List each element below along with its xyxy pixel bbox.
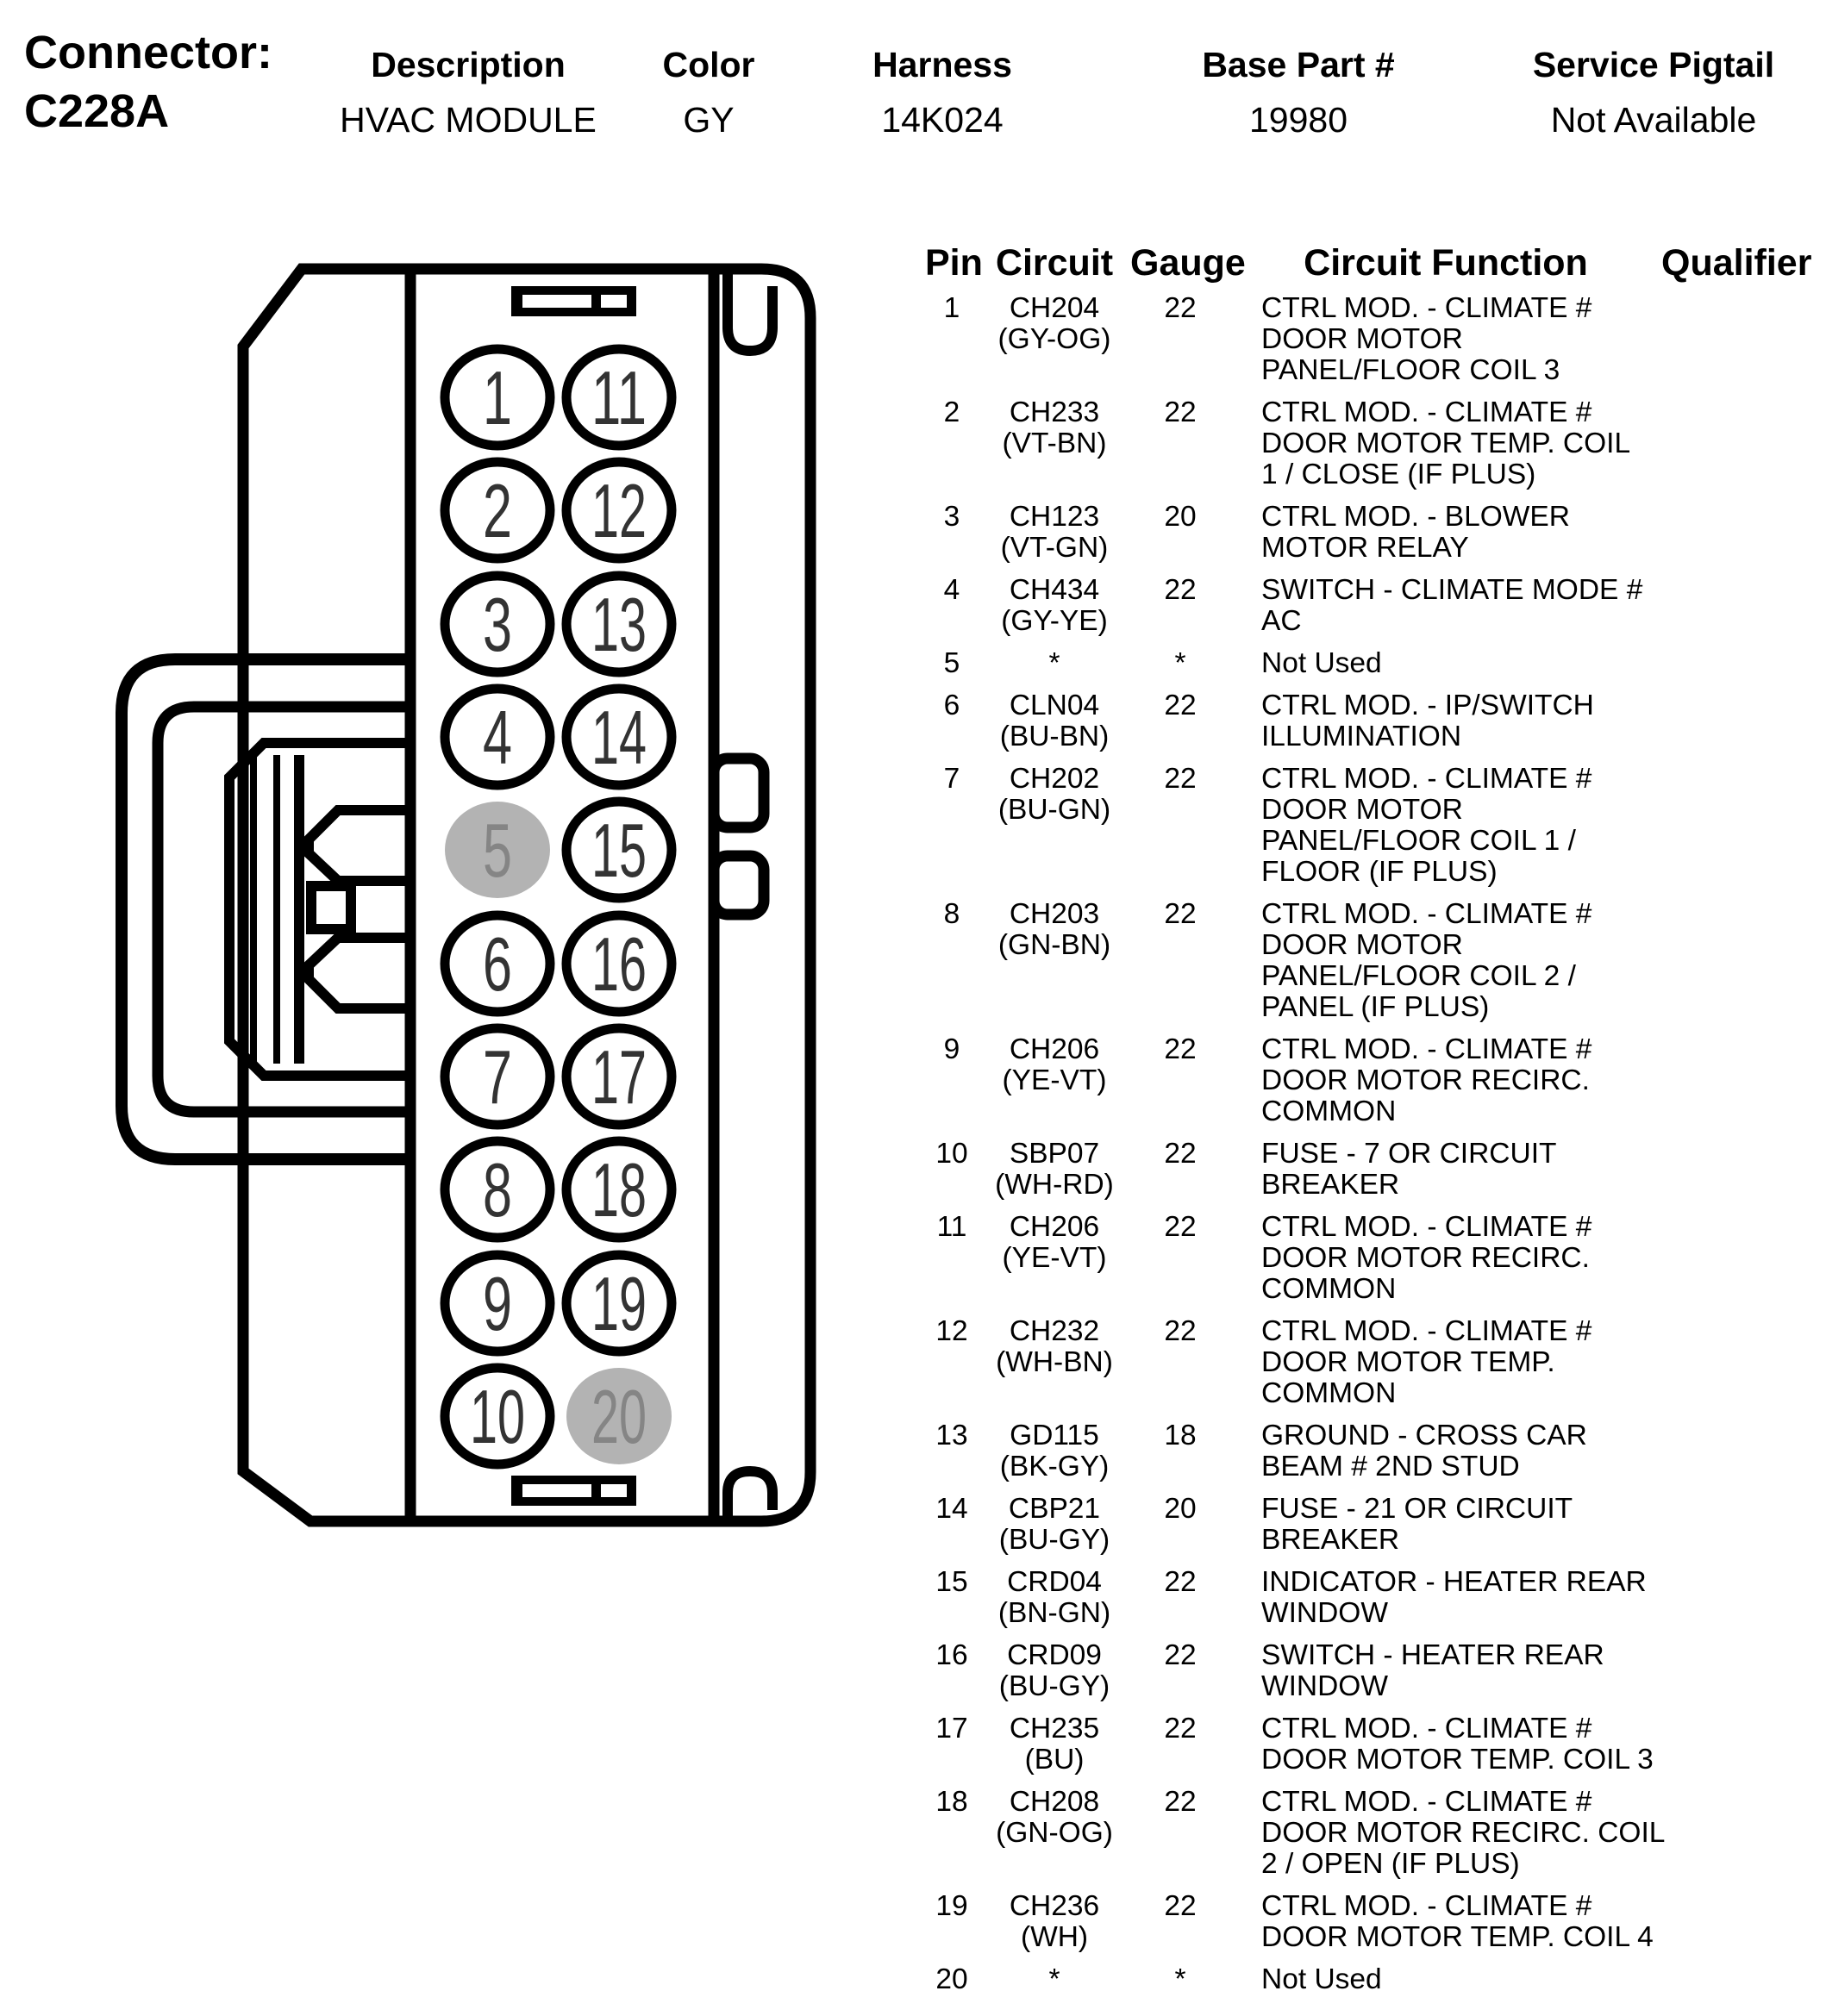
cell-pin: 15	[935, 1566, 968, 1598]
cell-circuit	[979, 1212, 1130, 1305]
function-line: PANEL/FLOOR COIL 3	[1261, 354, 1560, 386]
function-line: CTRL MOD. - CLIMATE #	[1261, 1713, 1592, 1744]
table-row	[925, 1640, 1796, 1702]
function-line: AC	[1261, 605, 1302, 637]
function-line: DOOR MOTOR RECIRC. COIL	[1261, 1817, 1666, 1849]
pin-number-13: 13	[591, 582, 647, 667]
circuit-code: CH236	[1009, 1890, 1100, 1922]
pin-number-3: 3	[483, 582, 512, 667]
cell-circuit-function	[1230, 1212, 1661, 1305]
cell-circuit-function	[1230, 899, 1661, 1023]
cell-circuit	[979, 397, 1130, 490]
cell-circuit	[979, 1713, 1130, 1776]
connector-label: Connector:	[24, 27, 272, 78]
cell-gauge: 22	[1164, 1138, 1197, 1170]
function-line: 2 / OPEN (IF PLUS)	[1261, 1848, 1520, 1880]
pin-number-4: 4	[483, 695, 512, 780]
cell-pin: 8	[943, 898, 960, 930]
cell-circuit	[979, 648, 1130, 679]
function-line: WINDOW	[1261, 1670, 1388, 1702]
pin-number-18: 18	[591, 1147, 647, 1233]
circuit-code: CH235	[1009, 1713, 1100, 1744]
circuit-code: *	[1048, 1963, 1060, 1995]
function-line: 1 / CLOSE (IF PLUS)	[1261, 459, 1536, 490]
function-line: SWITCH - CLIMATE MODE #	[1261, 574, 1643, 606]
circuit-code: CLN04	[1009, 690, 1100, 721]
function-line: FUSE - 21 OR CIRCUIT	[1261, 1493, 1573, 1525]
pin-number-1: 1	[483, 355, 512, 440]
cell-circuit-function	[1230, 764, 1661, 888]
cell-pin: 12	[935, 1315, 968, 1347]
circuit-wire-color: (BN-GN)	[997, 1597, 1111, 1629]
connector-id: C228A	[24, 85, 170, 137]
cell-circuit-function	[1230, 648, 1661, 679]
circuit-code: CRD09	[1007, 1639, 1102, 1671]
function-line: CTRL MOD. - BLOWER	[1261, 501, 1570, 533]
circuit-code: CH232	[1009, 1315, 1100, 1347]
cell-pin: 20	[935, 1963, 968, 1995]
cell-pin: 10	[935, 1138, 968, 1170]
cell-qualifier	[1661, 1964, 1796, 1995]
col-header-gauge: Gauge	[1130, 242, 1246, 284]
function-line: BEAM # 2ND STUD	[1261, 1451, 1520, 1482]
cell-pin: 2	[943, 396, 960, 428]
table-row	[925, 1964, 1796, 1995]
pin-number-16: 16	[591, 921, 647, 1007]
cell-pin: 4	[943, 574, 960, 606]
circuit-code: CH206	[1009, 1033, 1100, 1065]
pin-number-14: 14	[591, 695, 647, 780]
cell-qualifier	[1661, 1567, 1796, 1629]
top-keyway	[511, 286, 636, 316]
cell-gauge: 22	[1164, 292, 1197, 324]
circuit-code: CRD04	[1007, 1566, 1102, 1598]
col-header-circuit: Circuit	[995, 242, 1114, 284]
function-line: CTRL MOD. - CLIMATE #	[1261, 763, 1592, 795]
cell-gauge: 20	[1164, 1493, 1197, 1525]
pin-number-9: 9	[483, 1261, 512, 1346]
cell-gauge: 22	[1164, 1315, 1197, 1347]
table-row	[925, 1212, 1796, 1305]
cell-gauge: 22	[1164, 898, 1197, 930]
cell-pin: 9	[943, 1033, 960, 1065]
cell-circuit-function	[1230, 1567, 1661, 1629]
function-line: FLOOR (IF PLUS)	[1261, 856, 1498, 888]
cell-qualifier	[1661, 1713, 1796, 1776]
header-field-label-1: Color	[662, 45, 755, 84]
circuit-code: SBP07	[1009, 1138, 1100, 1170]
cell-qualifier	[1661, 1891, 1796, 1953]
circuit-wire-color: (BU-GY)	[998, 1670, 1110, 1702]
table-row	[925, 1567, 1796, 1629]
side-tab-lower	[714, 856, 764, 914]
cell-pin: 3	[943, 501, 960, 533]
pin-number-19: 19	[591, 1261, 647, 1346]
pin-number-15: 15	[591, 808, 647, 893]
cell-pin: 6	[943, 690, 960, 721]
cell-pin: 13	[935, 1420, 968, 1451]
header-field-value-1: GY	[683, 100, 735, 140]
cell-qualifier	[1661, 1494, 1796, 1556]
pin-number-20: 20	[591, 1374, 647, 1459]
circuit-wire-color: (WH-BN)	[996, 1346, 1113, 1378]
header-field-value-3: 19980	[1248, 100, 1348, 140]
cell-circuit-function	[1230, 1713, 1661, 1776]
header-field-value-2: 14K024	[881, 100, 1004, 140]
col-header-function: Circuit Function	[1304, 242, 1588, 284]
cell-circuit	[979, 1034, 1130, 1127]
circuit-wire-color: (BK-GY)	[999, 1451, 1110, 1482]
cell-circuit	[979, 690, 1130, 752]
cell-circuit	[979, 1420, 1130, 1482]
cell-pin: 5	[943, 647, 960, 679]
side-tab-upper	[714, 758, 764, 827]
cell-pin: 18	[935, 1786, 968, 1818]
cell-circuit	[979, 502, 1130, 564]
table-row	[925, 1713, 1796, 1776]
cell-circuit	[979, 764, 1130, 888]
cell-gauge: 22	[1164, 763, 1197, 795]
function-line: CTRL MOD. - CLIMATE #	[1261, 1786, 1592, 1818]
function-line: COMMON	[1261, 1095, 1397, 1127]
table-row	[925, 1787, 1796, 1880]
cell-circuit	[979, 1964, 1130, 1995]
circuit-code: CH434	[1009, 574, 1100, 606]
pin-number-6: 6	[483, 921, 512, 1007]
cell-circuit-function	[1230, 1420, 1661, 1482]
cell-circuit	[979, 293, 1130, 386]
cell-circuit-function	[1230, 293, 1661, 386]
function-line: DOOR MOTOR	[1261, 794, 1463, 826]
function-line: DOOR MOTOR RECIRC.	[1261, 1242, 1590, 1274]
cell-circuit-function	[1230, 690, 1661, 752]
table-row	[925, 648, 1796, 679]
cell-pin: 19	[935, 1890, 968, 1922]
circuit-code: CH123	[1009, 501, 1100, 533]
circuit-wire-color: (BU-GN)	[997, 794, 1111, 826]
header-field-label-2: Harness	[872, 45, 1012, 84]
circuit-code: CH206	[1009, 1211, 1100, 1243]
header-field-value-4: Not Available	[1550, 100, 1757, 140]
cell-qualifier	[1661, 899, 1796, 1023]
cell-qualifier	[1661, 764, 1796, 888]
function-line: CTRL MOD. - IP/SWITCH	[1261, 690, 1594, 721]
function-line: DOOR MOTOR TEMP. COIL 3	[1261, 1744, 1654, 1776]
table-row	[925, 397, 1796, 490]
circuit-wire-color: (BU)	[1024, 1744, 1085, 1776]
col-header-pin: Pin	[925, 242, 983, 284]
cell-gauge: 22	[1164, 1639, 1197, 1671]
cell-qualifier	[1661, 1212, 1796, 1305]
function-line: DOOR MOTOR RECIRC.	[1261, 1064, 1590, 1096]
cell-gauge: *	[1174, 647, 1186, 679]
cell-circuit	[979, 1567, 1130, 1629]
table-row	[925, 293, 1796, 386]
circuit-wire-color: (WH-RD)	[995, 1169, 1114, 1201]
table-row	[925, 1891, 1796, 1953]
cell-qualifier	[1661, 1139, 1796, 1201]
function-line: CTRL MOD. - CLIMATE #	[1261, 1033, 1592, 1065]
header-field-label-4: Service Pigtail	[1532, 45, 1775, 84]
table-row	[925, 690, 1796, 752]
latch-lock-notch	[311, 886, 351, 929]
function-line: CTRL MOD. - CLIMATE #	[1261, 1890, 1592, 1922]
function-line: CTRL MOD. - CLIMATE #	[1261, 396, 1592, 428]
cell-gauge: 22	[1164, 1566, 1197, 1598]
cell-qualifier	[1661, 1640, 1796, 1702]
cell-circuit	[979, 1139, 1130, 1201]
table-row	[925, 764, 1796, 888]
cell-circuit-function	[1230, 1316, 1661, 1409]
function-line: COMMON	[1261, 1273, 1397, 1305]
circuit-wire-color: (YE-VT)	[1002, 1064, 1107, 1096]
table-row	[925, 1316, 1796, 1409]
function-line: GROUND - CROSS CAR	[1261, 1420, 1587, 1451]
function-line: BREAKER	[1261, 1169, 1400, 1201]
cell-qualifier	[1661, 1034, 1796, 1127]
function-line: COMMON	[1261, 1377, 1397, 1409]
table-row	[925, 899, 1796, 1023]
cell-circuit	[979, 1891, 1130, 1953]
cell-circuit	[979, 1316, 1130, 1409]
cell-pin: 16	[935, 1639, 968, 1671]
circuit-wire-color: (GN-OG)	[996, 1817, 1113, 1849]
function-line: DOOR MOTOR	[1261, 929, 1463, 961]
cell-circuit-function	[1230, 1786, 1666, 1880]
table-row	[925, 1139, 1796, 1201]
pin-number-5: 5	[483, 808, 512, 893]
table-row	[925, 1420, 1796, 1482]
cell-qualifier	[1661, 1420, 1796, 1482]
cell-circuit-function	[1230, 1139, 1661, 1201]
pin-number-12: 12	[591, 468, 647, 553]
pin-number-10: 10	[470, 1374, 525, 1459]
cell-circuit	[979, 1494, 1130, 1556]
cell-gauge: 22	[1164, 396, 1197, 428]
function-line: WINDOW	[1261, 1597, 1388, 1629]
circuit-code: CH204	[1009, 292, 1100, 324]
cell-gauge: 20	[1164, 501, 1197, 533]
cell-qualifier	[1661, 1787, 1796, 1880]
cell-gauge: 22	[1164, 574, 1197, 606]
function-line: PANEL (IF PLUS)	[1261, 991, 1490, 1023]
cell-qualifier	[1661, 690, 1796, 752]
function-line: Not Used	[1261, 1963, 1382, 1995]
circuit-wire-color: (GY-OG)	[997, 323, 1111, 355]
function-line: INDICATOR - HEATER REAR	[1261, 1566, 1647, 1598]
circuit-wire-color: (WH)	[1020, 1921, 1089, 1953]
cell-circuit-function	[1230, 1640, 1661, 1702]
cell-circuit	[979, 575, 1130, 637]
pin-number-17: 17	[591, 1034, 647, 1120]
function-line: MOTOR RELAY	[1261, 532, 1469, 564]
function-line: DOOR MOTOR	[1261, 323, 1463, 355]
circuit-wire-color: (VT-BN)	[1002, 428, 1107, 459]
cell-circuit	[979, 1787, 1130, 1880]
cell-gauge: *	[1174, 1963, 1186, 1995]
circuit-wire-color: (GY-YE)	[1001, 605, 1108, 637]
circuit-wire-color: (YE-VT)	[1002, 1242, 1107, 1274]
function-line: CTRL MOD. - CLIMATE #	[1261, 898, 1592, 930]
cell-qualifier	[1661, 293, 1796, 386]
cell-gauge: 22	[1164, 1890, 1197, 1922]
cell-circuit-function	[1230, 1494, 1661, 1556]
col-header-qualifier: Qualifier	[1661, 242, 1812, 284]
pin-number-8: 8	[483, 1147, 512, 1233]
function-line: CTRL MOD. - CLIMATE #	[1261, 1315, 1592, 1347]
function-line: FUSE - 7 OR CIRCUIT	[1261, 1138, 1557, 1170]
circuit-wire-color: (BU-BN)	[999, 721, 1110, 752]
table-row	[925, 575, 1796, 637]
cell-gauge: 18	[1164, 1420, 1197, 1451]
cell-pin: 17	[935, 1713, 968, 1744]
pin-number-7: 7	[483, 1034, 512, 1120]
table-row	[925, 1034, 1796, 1127]
function-line: BREAKER	[1261, 1524, 1400, 1556]
pin-number-11: 11	[591, 355, 647, 440]
cell-pin: 14	[935, 1493, 968, 1525]
cell-gauge: 22	[1164, 1713, 1197, 1744]
function-line: Not Used	[1261, 647, 1382, 679]
cell-gauge: 22	[1164, 690, 1197, 721]
circuit-wire-color: (BU-GY)	[998, 1524, 1110, 1556]
circuit-wire-color: (VT-GN)	[1000, 532, 1109, 564]
cell-gauge: 22	[1164, 1211, 1197, 1243]
cell-qualifier	[1661, 575, 1796, 637]
header-field-value-0: HVAC MODULE	[340, 100, 597, 140]
header-field-label-0: Description	[371, 45, 566, 84]
cell-circuit	[979, 1640, 1130, 1702]
function-line: DOOR MOTOR TEMP.	[1261, 1346, 1555, 1378]
cell-gauge: 22	[1164, 1033, 1197, 1065]
cell-circuit-function	[1230, 502, 1661, 564]
cell-pin: 11	[936, 1211, 967, 1243]
cell-qualifier	[1661, 397, 1796, 490]
cell-circuit-function	[1230, 575, 1661, 637]
circuit-code: *	[1048, 647, 1060, 679]
cell-pin: 1	[943, 292, 960, 324]
cell-circuit-function	[1230, 397, 1661, 490]
circuit-code: CH202	[1009, 763, 1100, 795]
cell-circuit-function	[1230, 1034, 1661, 1127]
cell-circuit-function	[1230, 1891, 1661, 1953]
function-line: ILLUMINATION	[1261, 721, 1462, 752]
function-line: PANEL/FLOOR COIL 2 /	[1261, 960, 1576, 992]
function-line: CTRL MOD. - CLIMATE #	[1261, 1211, 1592, 1243]
cell-qualifier	[1661, 648, 1796, 679]
circuit-code: CH203	[1009, 898, 1100, 930]
function-line: PANEL/FLOOR COIL 1 /	[1261, 825, 1576, 857]
pin-number-2: 2	[483, 468, 512, 553]
function-line: CTRL MOD. - CLIMATE #	[1261, 292, 1592, 324]
cell-gauge: 22	[1164, 1786, 1197, 1818]
function-line: SWITCH - HEATER REAR	[1261, 1639, 1604, 1671]
table-row	[925, 1494, 1796, 1556]
table-row	[925, 502, 1796, 564]
cell-pin: 7	[943, 763, 960, 795]
cell-circuit	[979, 899, 1130, 1023]
cell-qualifier	[1661, 1316, 1796, 1409]
circuit-code: CBP21	[1008, 1493, 1101, 1525]
function-line: DOOR MOTOR TEMP. COIL 4	[1261, 1921, 1654, 1953]
cell-circuit-function	[1230, 1964, 1661, 1995]
pin-table-header	[925, 242, 1812, 284]
function-line: DOOR MOTOR TEMP. COIL	[1261, 428, 1631, 459]
circuit-code: CH208	[1009, 1786, 1100, 1818]
cell-qualifier	[1661, 502, 1796, 564]
circuit-wire-color: (GN-BN)	[997, 929, 1111, 961]
header-field-label-3: Base Part #	[1202, 45, 1395, 84]
bottom-keyway	[511, 1476, 636, 1506]
pin-table-body	[925, 293, 1796, 2007]
circuit-code: CH233	[1009, 396, 1100, 428]
connector-diagram	[110, 259, 872, 1603]
circuit-code: GD115	[1010, 1420, 1099, 1451]
